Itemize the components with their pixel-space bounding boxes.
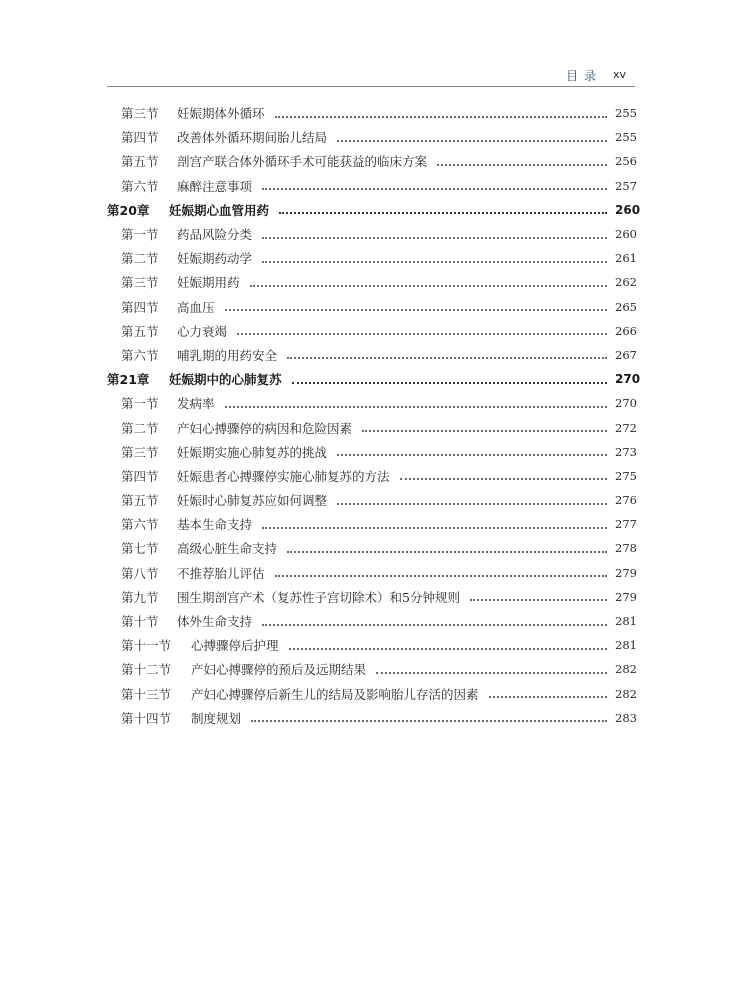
toc-entry-title: 高级心脏生命支持	[177, 541, 278, 557]
toc-dot-leader	[262, 623, 607, 626]
toc-entry-number: 第十四节	[121, 710, 172, 726]
toc-section-row[interactable]	[107, 706, 635, 730]
toc-entry-title: 心搏骤停后护理	[191, 638, 279, 654]
toc-entry-number: 第十节	[121, 614, 159, 630]
toc-page-number: 265	[615, 299, 637, 314]
toc-entry-title: 产妇心搏骤停的预后及远期结果	[191, 662, 367, 678]
toc-section-row[interactable]	[107, 391, 635, 415]
toc-section-row[interactable]	[107, 125, 635, 149]
toc-entry-title: 麻醉注意事项	[177, 178, 253, 194]
toc-section-row[interactable]	[107, 149, 635, 173]
toc-section-row[interactable]	[107, 561, 635, 585]
toc-section-row[interactable]	[107, 488, 635, 512]
toc-page-number: 270	[615, 396, 637, 411]
toc-dot-leader	[279, 211, 607, 214]
toc-section-row[interactable]	[107, 270, 635, 294]
toc-entry-number: 第五节	[121, 493, 159, 509]
toc-entry-number: 第21章	[107, 372, 150, 388]
toc-entry-number: 第一节	[121, 227, 159, 243]
toc-section-row[interactable]	[107, 222, 635, 246]
toc-dot-leader	[237, 332, 607, 335]
toc-page-number: 279	[615, 565, 637, 580]
toc-section-row[interactable]	[107, 295, 635, 319]
toc-entry-title: 药品风险分类	[177, 227, 253, 243]
toc-dot-leader	[262, 187, 607, 190]
toc-dot-leader	[400, 477, 607, 480]
toc-entry-number: 第十二节	[121, 662, 172, 678]
toc-section-row[interactable]	[107, 319, 635, 343]
toc-section-row[interactable]	[107, 246, 635, 270]
toc-entry-number: 第一节	[121, 396, 159, 412]
toc-entry-title: 妊娠期用药	[177, 275, 240, 291]
toc-dot-leader	[287, 356, 607, 359]
toc-entry-number: 第六节	[121, 178, 159, 194]
toc-dot-leader	[437, 163, 607, 166]
toc-entry-title: 基本生命支持	[177, 517, 253, 533]
toc-dot-leader	[489, 695, 607, 698]
toc-dot-leader	[376, 671, 607, 674]
toc-dot-leader	[287, 550, 607, 553]
toc-entry-title: 妊娠期药动学	[177, 251, 253, 267]
toc-dot-leader	[337, 502, 607, 505]
toc-entry-number: 第三节	[121, 275, 159, 291]
toc-entry-title: 妊娠期实施心肺复苏的挑战	[177, 444, 328, 460]
toc-entry-title: 体外生命支持	[177, 614, 253, 630]
toc-entry-number: 第二节	[121, 420, 159, 436]
toc-entry-title: 妊娠期体外循环	[177, 106, 265, 122]
toc-entry-number: 第五节	[121, 154, 159, 170]
toc-dot-leader	[225, 405, 607, 408]
toc-entry-number: 第七节	[121, 541, 159, 557]
toc-page-number: 277	[615, 517, 637, 532]
toc-dot-leader	[362, 429, 607, 432]
toc-dot-leader	[337, 453, 607, 456]
toc-entry-title: 妊娠时心肺复苏应如何调整	[177, 493, 328, 509]
toc-entry-title: 产妇心搏骤停的病因和危险因素	[177, 420, 353, 436]
toc-entry-number: 第八节	[121, 565, 159, 581]
header-title: 目 录	[566, 69, 597, 83]
toc-page-number: 283	[615, 710, 637, 725]
toc-entry-number: 第九节	[121, 589, 159, 605]
toc-dot-leader	[225, 308, 607, 311]
toc-section-row[interactable]	[107, 585, 635, 609]
toc-entry-title: 改善体外循环期间胎儿结局	[177, 130, 328, 146]
toc-entry-number: 第五节	[121, 323, 159, 339]
toc-dot-leader	[337, 139, 607, 142]
header-page-number: xv	[612, 68, 626, 81]
toc-page-number: 261	[615, 251, 637, 266]
toc-page-number: 272	[615, 420, 637, 435]
toc-page-number: 281	[615, 638, 637, 653]
toc-page-number: 281	[615, 614, 637, 629]
table-of-contents	[107, 101, 641, 730]
toc-page-number: 267	[615, 347, 637, 362]
toc-dot-leader	[470, 598, 607, 601]
toc-page-number: 279	[615, 589, 637, 604]
toc-page-number: 270	[615, 372, 641, 387]
toc-entry-title: 高血压	[177, 299, 215, 315]
toc-entry-number: 第四节	[121, 468, 159, 484]
toc-entry-number: 第二节	[121, 251, 159, 267]
toc-section-row[interactable]	[107, 440, 635, 464]
toc-chapter-row[interactable]	[107, 367, 641, 391]
toc-entry-number: 第三节	[121, 444, 159, 460]
toc-page-number: 260	[615, 202, 641, 217]
toc-entry-title: 哺乳期的用药安全	[177, 347, 278, 363]
toc-entry-number: 第十一节	[121, 638, 172, 654]
toc-dot-leader	[251, 719, 607, 722]
toc-entry-title: 发病率	[177, 396, 215, 412]
toc-dot-leader	[262, 236, 607, 239]
toc-entry-number: 第十三节	[121, 686, 172, 702]
toc-section-row[interactable]	[107, 101, 635, 125]
toc-dot-leader	[292, 381, 607, 384]
toc-dot-leader	[275, 574, 607, 577]
toc-section-row[interactable]	[107, 633, 635, 657]
toc-entry-title: 妊娠期中的心肺复苏	[169, 372, 282, 388]
toc-entry-title: 围生期剖宫产术（复苏性子宫切除术）和5分钟规则	[177, 589, 460, 605]
running-header	[107, 66, 635, 87]
toc-dot-leader	[262, 526, 607, 529]
toc-entry-title: 妊娠期心血管用药	[169, 202, 270, 218]
toc-page-number: 255	[615, 130, 637, 145]
toc-page-number: 262	[615, 275, 637, 290]
toc-entry-number: 第四节	[121, 130, 159, 146]
toc-entry-number: 第20章	[107, 202, 150, 218]
toc-dot-leader	[289, 647, 607, 650]
toc-page-number: 256	[615, 154, 637, 169]
toc-entry-number: 第三节	[121, 106, 159, 122]
toc-dot-leader	[275, 115, 607, 118]
toc-entry-title: 妊娠患者心搏骤停实施心肺复苏的方法	[177, 468, 390, 484]
toc-entry-number: 第六节	[121, 517, 159, 533]
toc-page-number: 257	[615, 178, 637, 193]
toc-page-number: 260	[615, 227, 637, 242]
toc-entry-title: 心力衰竭	[177, 323, 228, 339]
toc-entry-number: 第四节	[121, 299, 159, 315]
toc-section-row[interactable]	[107, 512, 635, 536]
toc-section-row[interactable]	[107, 609, 635, 633]
toc-dot-leader	[250, 284, 607, 287]
toc-page-number: 266	[615, 323, 637, 338]
toc-chapter-row[interactable]	[107, 198, 641, 222]
toc-section-row[interactable]	[107, 536, 635, 560]
toc-section-row[interactable]	[107, 343, 635, 367]
toc-section-row[interactable]	[107, 415, 635, 439]
toc-section-row[interactable]	[107, 657, 635, 681]
toc-page-number: 282	[615, 662, 637, 677]
toc-page-number: 278	[615, 541, 637, 556]
toc-entry-title: 产妇心搏骤停后新生儿的结局及影响胎儿存活的因素	[191, 686, 479, 702]
toc-entry-title: 制度规划	[191, 710, 242, 726]
toc-entry-title: 不推荐胎儿评估	[177, 565, 265, 581]
toc-section-row[interactable]	[107, 682, 635, 706]
toc-page-number: 276	[615, 493, 637, 508]
toc-page-number: 255	[615, 106, 637, 121]
toc-dot-leader	[262, 260, 607, 263]
toc-page-number: 282	[615, 686, 637, 701]
toc-page-number: 273	[615, 444, 637, 459]
toc-page-number: 275	[615, 468, 637, 483]
toc-section-row[interactable]	[107, 464, 635, 488]
toc-section-row[interactable]	[107, 174, 635, 198]
toc-entry-number: 第六节	[121, 347, 159, 363]
toc-entry-title: 剖宫产联合体外循环手术可能获益的临床方案	[177, 154, 428, 170]
